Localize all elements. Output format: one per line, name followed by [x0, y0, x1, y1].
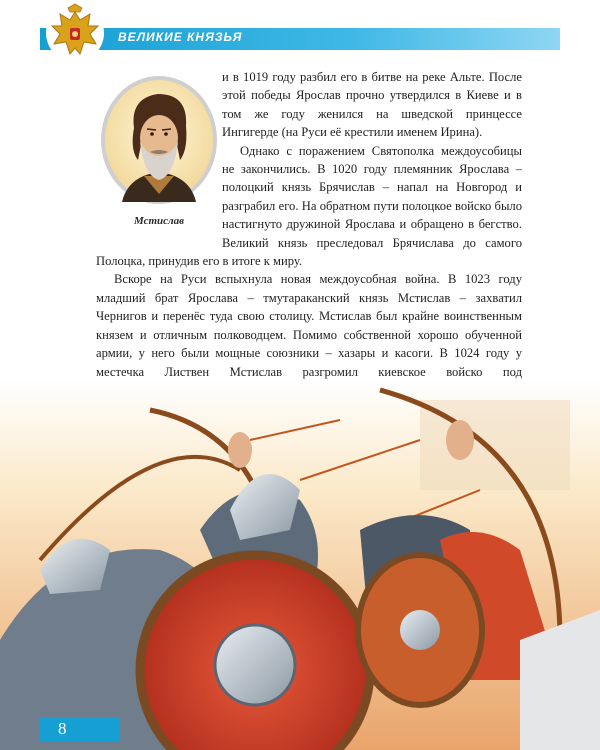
portrait-text-wrap	[96, 68, 222, 236]
section-title: ВЕЛИКИЕ КНЯЗЬЯ	[118, 30, 243, 44]
article-body	[96, 68, 522, 418]
paragraph: Вскоре на Руси вспыхнула новая междоусобная война. В 1023 году младший брат Ярослава – тмутараканский князь Мстислав – захватил Чернигов и перенёс туда свою столицу. Мстислав был крайне воинственным князем и отличным полководцем. Помимо собственной хорошо обученной армии, у него были мощные союзники – хазары и касоги. В 1024 году у местечка Листвен Мстислав разгромил киевское войско под	[96, 272, 522, 379]
double-headed-eagle-icon	[44, 2, 106, 64]
portrait-caption: Мстислав	[133, 215, 185, 227]
battle-scene-illustration	[0, 380, 600, 750]
page-number-band	[40, 717, 120, 741]
paragraph: Однако с поражением Святополка междоусобицы не закончились. В 1020 году племянник Ярослава – полоцкий князь Брячислав – напал на Новгород и разграбил его. На обратном пути полоцкое войско было настигнуто дружиной Ярослава и обращено в бегство. Великий князь преследовал Брячислава до самого Полоцка, принудив его в итоге к миру.	[96, 143, 522, 269]
paragraph: и в 1019 году разбил его в битве на реке Альте. После этой победы Ярослав прочно утвердился в Киеве и в том же году женился на шведской принцессе Ингигерде (на Руси её крестили именем Ирина).	[222, 70, 522, 140]
page-number: 8	[58, 719, 67, 738]
